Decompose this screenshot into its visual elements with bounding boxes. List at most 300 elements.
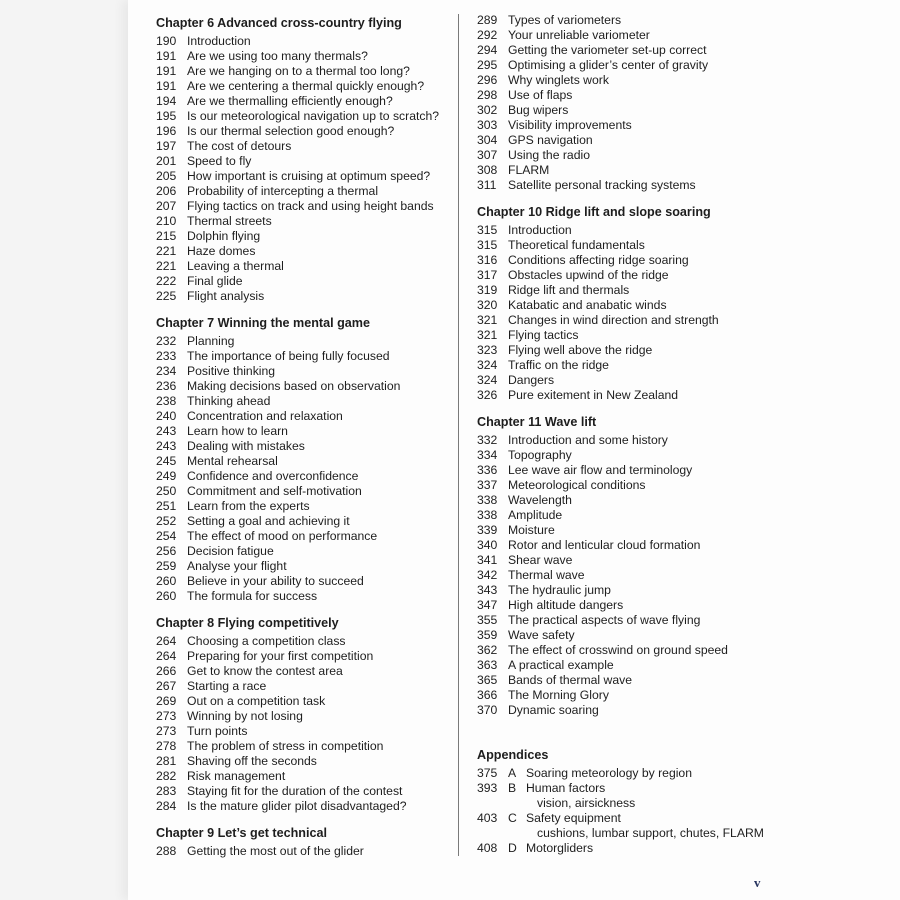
entry-title: Meteorological conditions bbox=[508, 478, 646, 492]
entry-title: Use of flaps bbox=[508, 88, 573, 102]
entry-title: Conditions affecting ridge soaring bbox=[508, 253, 689, 267]
page-number-cell: 375 bbox=[477, 766, 498, 780]
entry-title: Get to know the contest area bbox=[187, 664, 343, 678]
toc-entry bbox=[477, 13, 777, 28]
entry-title: Commitment and self-motivation bbox=[187, 484, 362, 498]
page-number-cell: 215 bbox=[156, 229, 177, 243]
entry-title: Optimising a glider’s center of gravity bbox=[508, 58, 709, 72]
page-number-cell: 339 bbox=[477, 523, 498, 537]
entry-title: Getting the most out of the glider bbox=[187, 844, 364, 858]
entry-title: High altitude dangers bbox=[508, 598, 624, 612]
chapter-heading: Chapter 9 Let’s get technical bbox=[156, 826, 327, 840]
page-number-cell: 205 bbox=[156, 169, 177, 183]
entry-title: Are we centering a thermal quickly enough? bbox=[187, 79, 425, 93]
page-number-cell: 393 bbox=[477, 781, 498, 795]
page-number-cell: 251 bbox=[156, 499, 177, 513]
entry-title: Your unreliable variometer bbox=[508, 28, 650, 42]
appendices-heading: Appendices bbox=[477, 748, 549, 762]
page-number-cell: 278 bbox=[156, 739, 177, 753]
toc-entry bbox=[477, 28, 777, 43]
page-number-cell: 282 bbox=[156, 769, 177, 783]
toc-entry bbox=[477, 658, 777, 673]
toc-entry bbox=[477, 238, 777, 253]
page-number-cell: 283 bbox=[156, 784, 177, 798]
page-number-cell: 284 bbox=[156, 799, 177, 813]
entry-title: Why winglets work bbox=[508, 73, 609, 87]
toc-entry bbox=[156, 469, 451, 484]
entry-title: Introduction bbox=[187, 34, 251, 48]
toc-entry bbox=[477, 313, 777, 328]
toc-entry bbox=[477, 223, 777, 238]
page-number-cell: 366 bbox=[477, 688, 498, 702]
page-number-cell: 190 bbox=[156, 34, 177, 48]
page-number-cell: 269 bbox=[156, 694, 177, 708]
page-number-cell: 221 bbox=[156, 244, 177, 258]
entry-title: Learn from the experts bbox=[187, 499, 310, 513]
page-number-cell: 338 bbox=[477, 493, 498, 507]
toc-entry bbox=[156, 34, 451, 49]
page-number-cell: 245 bbox=[156, 454, 177, 468]
entry-title: Concentration and relaxation bbox=[187, 409, 343, 423]
page-number-cell: 232 bbox=[156, 334, 177, 348]
page-number-cell: 254 bbox=[156, 529, 177, 543]
toc-entry bbox=[477, 508, 777, 523]
page-number-cell: 201 bbox=[156, 154, 177, 168]
entry-title: Staying fit for the duration of the contest bbox=[187, 784, 403, 798]
page-number-cell: 359 bbox=[477, 628, 498, 642]
entry-title: Visibility improvements bbox=[508, 118, 632, 132]
page-number-cell: 288 bbox=[156, 844, 177, 858]
entry-title: The problem of stress in competition bbox=[187, 739, 384, 753]
toc-entry bbox=[156, 784, 451, 799]
page-number-cell: 324 bbox=[477, 373, 498, 387]
page-number-cell: 308 bbox=[477, 163, 498, 177]
toc-entry bbox=[477, 283, 777, 298]
page-number-cell: 191 bbox=[156, 79, 177, 93]
page-number-cell: 319 bbox=[477, 283, 498, 297]
entry-title: Bands of thermal wave bbox=[508, 673, 632, 687]
page-number-cell: 298 bbox=[477, 88, 498, 102]
entry-title: Introduction and some history bbox=[508, 433, 668, 447]
toc-entry bbox=[156, 454, 451, 469]
page-number-cell: 315 bbox=[477, 238, 498, 252]
appendix-entry bbox=[477, 781, 777, 811]
toc-entry bbox=[156, 394, 451, 409]
page-number-cell: 326 bbox=[477, 388, 498, 402]
entry-title: The cost of detours bbox=[187, 139, 292, 153]
appendix-entry bbox=[477, 841, 777, 856]
toc-entry bbox=[156, 694, 451, 709]
page-number-cell: 303 bbox=[477, 118, 498, 132]
toc-entry bbox=[156, 364, 451, 379]
toc-entry bbox=[477, 598, 777, 613]
toc-entry bbox=[477, 583, 777, 598]
toc-entry bbox=[156, 259, 451, 274]
entry-title: Shear wave bbox=[508, 553, 573, 567]
page-number-cell: 321 bbox=[477, 313, 498, 327]
entry-title: Flying well above the ridge bbox=[508, 343, 653, 357]
entry-title: Using the radio bbox=[508, 148, 590, 162]
entry-title: The effect of crosswind on ground speed bbox=[508, 643, 728, 657]
toc-entry bbox=[477, 688, 777, 703]
entry-title: Pure exitement in New Zealand bbox=[508, 388, 679, 402]
page-number-cell: 311 bbox=[477, 178, 497, 192]
toc-entry bbox=[477, 253, 777, 268]
toc-entry bbox=[156, 754, 451, 769]
toc-entry bbox=[477, 388, 777, 403]
page-number-cell: 225 bbox=[156, 289, 177, 303]
toc-entry bbox=[156, 289, 451, 304]
toc-entry bbox=[156, 244, 451, 259]
toc-entry bbox=[156, 709, 451, 724]
toc-entry bbox=[477, 433, 777, 448]
page-number-cell: 249 bbox=[156, 469, 177, 483]
entry-title: Bug wipers bbox=[508, 103, 569, 117]
appendix-list bbox=[477, 766, 777, 856]
page-number-cell: 408 bbox=[477, 841, 498, 855]
toc-entry bbox=[156, 184, 451, 199]
entry-title: Moisture bbox=[508, 523, 555, 537]
toc-entry bbox=[477, 493, 777, 508]
entry-title: Theoretical fundamentals bbox=[508, 238, 645, 252]
appendix-subtopics: cushions, lumbar support, chutes, FLARM bbox=[537, 826, 764, 840]
toc-entry bbox=[156, 574, 451, 589]
appendix-title: Human factors bbox=[526, 781, 606, 795]
chapter-heading: Chapter 11 Wave lift bbox=[477, 415, 597, 429]
toc-entry bbox=[156, 349, 451, 364]
entry-title: Amplitude bbox=[508, 508, 563, 522]
toc-entry bbox=[477, 103, 777, 118]
toc-entry bbox=[156, 544, 451, 559]
toc-section bbox=[477, 205, 777, 403]
entry-title: The importance of being fully focused bbox=[187, 349, 390, 363]
page-number-cell: 207 bbox=[156, 199, 177, 213]
toc-section bbox=[156, 616, 451, 814]
entry-title: Traffic on the ridge bbox=[508, 358, 609, 372]
page-number-cell: 363 bbox=[477, 658, 498, 672]
toc-entry bbox=[477, 43, 777, 58]
page-number-cell: 260 bbox=[156, 574, 177, 588]
appendix-letter: C bbox=[508, 811, 517, 825]
toc-entry bbox=[477, 643, 777, 658]
page-number-cell: 342 bbox=[477, 568, 498, 582]
toc-entry bbox=[156, 199, 451, 214]
entry-title: The formula for success bbox=[187, 589, 318, 603]
entry-title: The hydraulic jump bbox=[508, 583, 611, 597]
page-number-cell: 234 bbox=[156, 364, 177, 378]
toc-entry bbox=[477, 328, 777, 343]
entry-title: Changes in wind direction and strength bbox=[508, 313, 719, 327]
entry-title: Preparing for your first competition bbox=[187, 649, 374, 663]
page-number-cell: 210 bbox=[156, 214, 177, 228]
appendix-row bbox=[477, 766, 777, 781]
entry-title: Is our thermal selection good enough? bbox=[187, 124, 395, 138]
toc-entry bbox=[477, 178, 777, 193]
toc-entry bbox=[156, 679, 451, 694]
toc-entry bbox=[156, 409, 451, 424]
toc-section bbox=[477, 415, 777, 718]
toc-entry bbox=[156, 724, 451, 739]
page-number-cell: 292 bbox=[477, 28, 498, 42]
entry-title: Dangers bbox=[508, 373, 555, 387]
toc-entry bbox=[477, 568, 777, 583]
entry-title: Thermal streets bbox=[187, 214, 272, 228]
chapter-heading: Chapter 7 Winning the mental game bbox=[156, 316, 371, 330]
toc-entry bbox=[156, 439, 451, 454]
entry-title: How important is cruising at optimum speed? bbox=[187, 169, 431, 183]
page-number-cell: 294 bbox=[477, 43, 498, 57]
appendix-entry bbox=[477, 811, 777, 841]
page-number-cell: 260 bbox=[156, 589, 177, 603]
page-number-cell: 334 bbox=[477, 448, 498, 462]
entry-title: Positive thinking bbox=[187, 364, 276, 378]
toc-entry bbox=[477, 553, 777, 568]
appendices-section bbox=[477, 748, 777, 856]
toc-entry bbox=[477, 163, 777, 178]
entry-title: Believe in your ability to succeed bbox=[187, 574, 364, 588]
entry-title: The Morning Glory bbox=[508, 688, 609, 702]
toc-entry bbox=[477, 343, 777, 358]
page-number-cell: 281 bbox=[156, 754, 177, 768]
entry-title: Obstacles upwind of the ridge bbox=[508, 268, 669, 282]
entry-title: Confidence and overconfidence bbox=[187, 469, 359, 483]
entry-title: Learn how to learn bbox=[187, 424, 288, 438]
page-number-cell: 370 bbox=[477, 703, 498, 717]
page-number-cell: 236 bbox=[156, 379, 177, 393]
toc-entry bbox=[477, 268, 777, 283]
page-number-cell: 324 bbox=[477, 358, 498, 372]
toc-entry bbox=[477, 463, 777, 478]
page-number-cell: 250 bbox=[156, 484, 177, 498]
page-number-cell: 315 bbox=[477, 223, 498, 237]
entry-title: Dynamic soaring bbox=[508, 703, 599, 717]
page-number-cell: 341 bbox=[477, 553, 498, 567]
entry-title: Setting a goal and achieving it bbox=[187, 514, 350, 528]
entry-title: Analyse your flight bbox=[187, 559, 287, 573]
page-number-cell: 317 bbox=[477, 268, 498, 282]
appendix-letter: B bbox=[508, 781, 517, 795]
toc-entry bbox=[477, 88, 777, 103]
appendix-row bbox=[477, 811, 777, 826]
page-number-cell: 252 bbox=[156, 514, 177, 528]
page-number-cell: 264 bbox=[156, 649, 177, 663]
toc-entry bbox=[156, 124, 451, 139]
entry-title: Shaving off the seconds bbox=[187, 754, 317, 768]
page-number-cell: 273 bbox=[156, 724, 177, 738]
page-number-cell: 195 bbox=[156, 109, 177, 123]
page-number-cell: 307 bbox=[477, 148, 498, 162]
page-number-cell: 194 bbox=[156, 94, 177, 108]
entry-title: Risk management bbox=[187, 769, 286, 783]
appendix-subtopics: vision, airsickness bbox=[537, 796, 636, 810]
toc-entry bbox=[477, 538, 777, 553]
entry-title: FLARM bbox=[508, 163, 550, 177]
page-number-cell: 340 bbox=[477, 538, 498, 552]
page-number-cell: 191 bbox=[156, 49, 177, 63]
entry-title: Planning bbox=[187, 334, 235, 348]
page-number-cell: 336 bbox=[477, 463, 498, 477]
page-number-cell: 233 bbox=[156, 349, 177, 363]
page-number-cell: 302 bbox=[477, 103, 498, 117]
toc-section bbox=[156, 316, 451, 604]
toc-entry bbox=[156, 379, 451, 394]
page-number-cell: 403 bbox=[477, 811, 498, 825]
toc-section bbox=[156, 826, 451, 859]
page-number-cell: 355 bbox=[477, 613, 498, 627]
toc-entry bbox=[156, 649, 451, 664]
entry-title: Introduction bbox=[508, 223, 572, 237]
page-number-cell: 296 bbox=[477, 73, 498, 87]
page-number-cell: 323 bbox=[477, 343, 498, 357]
page-number-cell: 259 bbox=[156, 559, 177, 573]
toc-entry bbox=[477, 613, 777, 628]
page-number-cell: 256 bbox=[156, 544, 177, 558]
toc-entry bbox=[156, 94, 451, 109]
entry-title: Choosing a competition class bbox=[187, 634, 346, 648]
column-divider bbox=[458, 14, 459, 856]
page-number: v bbox=[754, 875, 761, 890]
entry-title: A practical example bbox=[508, 658, 614, 672]
page-number-cell: 222 bbox=[156, 274, 177, 288]
chapter-heading: Chapter 6 Advanced cross-country flying bbox=[156, 16, 402, 30]
entry-title: Types of variometers bbox=[508, 13, 622, 27]
toc-entry bbox=[477, 148, 777, 163]
entry-title: Is our meteorological navigation up to scratch? bbox=[187, 109, 440, 123]
page-number-cell: 337 bbox=[477, 478, 498, 492]
page-number-cell: 320 bbox=[477, 298, 498, 312]
toc-entry bbox=[156, 739, 451, 754]
chapter-heading: Chapter 8 Flying competitively bbox=[156, 616, 339, 630]
entry-title: Turn points bbox=[187, 724, 248, 738]
page-number-cell: 362 bbox=[477, 643, 498, 657]
page-number-cell: 304 bbox=[477, 133, 498, 147]
entry-title: Thinking ahead bbox=[187, 394, 271, 408]
chapter-heading: Chapter 10 Ridge lift and slope soaring bbox=[477, 205, 711, 219]
toc-entry bbox=[156, 799, 451, 814]
page-number-cell: 221 bbox=[156, 259, 177, 273]
appendix-entry bbox=[477, 766, 777, 781]
entry-title: Haze domes bbox=[187, 244, 256, 258]
toc-entry bbox=[477, 373, 777, 388]
toc-entry bbox=[156, 844, 451, 859]
entry-title: Are we using too many thermals? bbox=[187, 49, 368, 63]
page-number-cell: 240 bbox=[156, 409, 177, 423]
appendix-row bbox=[477, 781, 777, 796]
entry-title: Decision fatigue bbox=[187, 544, 274, 558]
entry-title: Mental rehearsal bbox=[187, 454, 278, 468]
toc-entry bbox=[156, 139, 451, 154]
page-number-cell: 206 bbox=[156, 184, 177, 198]
toc-entry bbox=[477, 73, 777, 88]
toc-entry bbox=[156, 559, 451, 574]
entry-title: Out on a competition task bbox=[187, 694, 326, 708]
entry-title: Katabatic and anabatic winds bbox=[508, 298, 667, 312]
page-number-cell: 196 bbox=[156, 124, 177, 138]
toc-entry bbox=[156, 154, 451, 169]
page-number-cell: 338 bbox=[477, 508, 498, 522]
page-number-cell: 289 bbox=[477, 13, 498, 27]
toc-entry bbox=[156, 529, 451, 544]
toc-entry bbox=[477, 298, 777, 313]
page-number-cell: 295 bbox=[477, 58, 498, 72]
toc-entry bbox=[156, 334, 451, 349]
appendix-letter: D bbox=[508, 841, 517, 855]
appendix-title: Soaring meteorology by region bbox=[526, 766, 692, 780]
toc-entry bbox=[477, 703, 777, 718]
toc-entry bbox=[156, 169, 451, 184]
entry-title: Probability of intercepting a thermal bbox=[187, 184, 379, 198]
entry-title: Is the mature glider pilot disadvantaged? bbox=[187, 799, 407, 813]
toc-entry bbox=[477, 58, 777, 73]
toc-entry bbox=[156, 664, 451, 679]
entry-title: Final glide bbox=[187, 274, 243, 288]
page-number-cell: 267 bbox=[156, 679, 177, 693]
page-number-cell: 197 bbox=[156, 139, 177, 153]
toc-entry bbox=[156, 769, 451, 784]
entry-title: Wave safety bbox=[508, 628, 575, 642]
entry-title: Topography bbox=[508, 448, 572, 462]
entry-title: The practical aspects of wave flying bbox=[508, 613, 701, 627]
toc-section bbox=[477, 13, 777, 193]
toc-entry bbox=[156, 274, 451, 289]
page-number-cell: 332 bbox=[477, 433, 498, 447]
toc-entry bbox=[156, 514, 451, 529]
entry-title: Dealing with mistakes bbox=[187, 439, 305, 453]
entry-title: Satellite personal tracking systems bbox=[508, 178, 696, 192]
toc-entry bbox=[477, 118, 777, 133]
page-number-cell: 243 bbox=[156, 424, 177, 438]
entry-title: The effect of mood on performance bbox=[187, 529, 378, 543]
entry-title: Lee wave air flow and terminology bbox=[508, 463, 693, 477]
page-number-cell: 238 bbox=[156, 394, 177, 408]
page-number-cell: 316 bbox=[477, 253, 498, 267]
toc-entry bbox=[156, 484, 451, 499]
toc-right-column bbox=[477, 13, 777, 856]
entry-title: Flying tactics on track and using height bands bbox=[187, 199, 434, 213]
entry-title: Thermal wave bbox=[508, 568, 585, 582]
entry-title: Getting the variometer set-up correct bbox=[508, 43, 707, 57]
toc-entry bbox=[477, 523, 777, 538]
page-number-cell: 191 bbox=[156, 64, 177, 78]
toc-entry bbox=[156, 214, 451, 229]
page-number-cell: 266 bbox=[156, 664, 177, 678]
page-number-cell: 347 bbox=[477, 598, 498, 612]
appendix-row bbox=[477, 841, 777, 856]
appendix-title: Safety equipment bbox=[526, 811, 621, 825]
toc-entry bbox=[156, 499, 451, 514]
page-number-cell: 321 bbox=[477, 328, 498, 342]
entry-title: Speed to fly bbox=[187, 154, 252, 168]
page-number-cell: 264 bbox=[156, 634, 177, 648]
page-number-cell: 365 bbox=[477, 673, 498, 687]
toc-entry bbox=[477, 133, 777, 148]
toc-entry bbox=[156, 229, 451, 244]
toc-entry bbox=[477, 478, 777, 493]
entry-title: Winning by not losing bbox=[187, 709, 303, 723]
entry-title: Are we thermalling efficiently enough? bbox=[187, 94, 393, 108]
toc-left-column bbox=[156, 13, 451, 859]
appendix-title: Motorgliders bbox=[526, 841, 594, 855]
appendix-letter: A bbox=[508, 766, 517, 780]
entry-title: Starting a race bbox=[187, 679, 267, 693]
toc-entry bbox=[156, 634, 451, 649]
entry-title: Flying tactics bbox=[508, 328, 579, 342]
entry-title: Dolphin flying bbox=[187, 229, 261, 243]
page-number-cell: 273 bbox=[156, 709, 177, 723]
entry-title: Ridge lift and thermals bbox=[508, 283, 630, 297]
toc-entry bbox=[156, 49, 451, 64]
entry-title: Flight analysis bbox=[187, 289, 265, 303]
